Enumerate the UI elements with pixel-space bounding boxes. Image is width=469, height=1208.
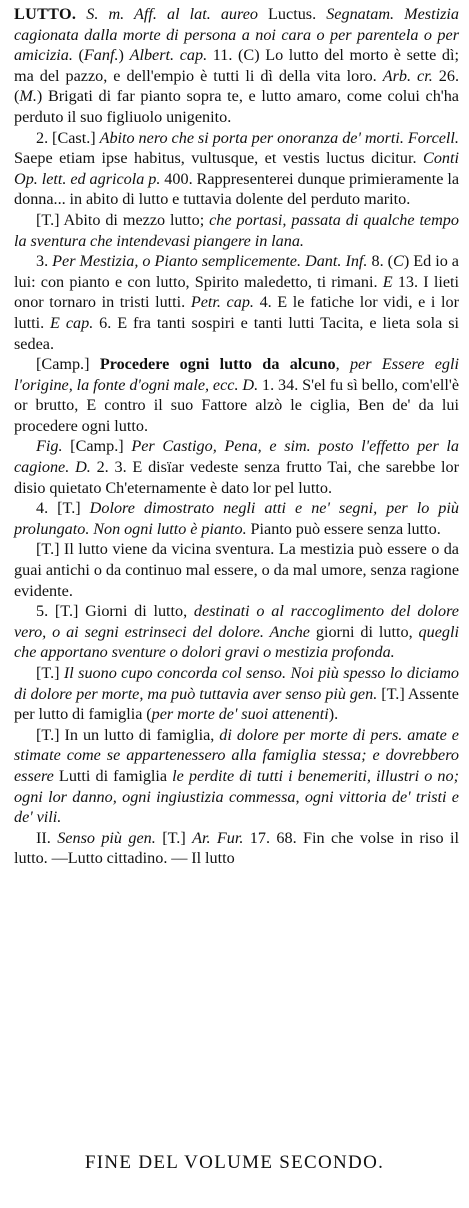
text-segment: [T.] [155,828,193,847]
text-segment: E [382,272,393,291]
text-segment: Segnatam. Mestizia cagionata dalla morte di persona a noi cara o per parentela o per amicizia. [14,5,459,65]
text-segment: 4. E le fatiche lor vidi, e i lor lutti. [14,293,459,332]
text-segment: ). [328,705,339,724]
text-segment: 5. [T.] Giorni di lutto, [36,602,194,621]
entry-paragraph [14,725,459,828]
text-segment: destinati o al raccoglimento del dolore vero, o ai segni estrinseci del dolore. Anche [14,602,459,641]
text-segment: ) Brigati di far pianto sopra te, e lutto amaro, come colui ch'ha perduto il suo figliuolo unigenito. [14,87,459,126]
text-segment: Dolore dimostrato negli atti e ne' segni, per lo più prolungato. Non ogni lutto è pianto. [14,499,459,538]
text-segment: [T.] [36,664,64,682]
text-segment: Il suono cupo concorda col senso. Noi più spesso lo diciamo di dolore per morte, ma può tuttavia aver senso più gen. [14,664,459,703]
text-segment: 4. [T.] [36,499,90,518]
text-segment: Fanf. [83,46,119,65]
text-segment: per morte de' suoi attenenti [151,705,329,724]
text-segment: ) Ed io a lui: con pianto e con lutto, Spirito maledetto, ti rimani. [14,252,459,291]
end-of-volume-heading: FINE DEL VOLUME SECONDO. [84,1152,385,1173]
text-segment: per Essere egli l'origine, la fonte d'ogni male, ecc. D. [14,355,459,394]
text-segment: [T.] Assente per lutto di famiglia ( [14,684,459,724]
text-segment: Abito nero che si porta per onoranza de' morti. Forcell. [99,128,459,147]
text-segment: al lat. [166,5,211,23]
entry-paragraph [14,601,459,663]
text-segment: le perdite di tutti i benemeriti, illustri o no; ogni lor danno, ogni ingiustizia commessa, ogni vittoria de' tristi e de' vili. [14,766,459,827]
text-segment: II. [36,828,58,847]
text-segment: giorni di lutto, [309,622,419,641]
text-segment: 400. Rappresenterei dunque primieramente la donna... in abito di lutto e tuttavia dolente del perduto marito. [14,169,459,209]
entry-paragraph [14,436,459,498]
text-segment: [T.] Abito di mezzo lutto; [36,210,210,229]
entry-paragraph [14,663,459,725]
text-segment: S. m. Aff. [76,5,157,23]
text-segment: Albert. cap. [129,46,208,65]
text-segment: Per Castigo, Pena, e sim. posto l'effetto per la cagione. D. [14,437,459,477]
text-segment: Saepe etiam ipse habitus, vultusque, et vestis luctus dicitur. [14,149,424,168]
dictionary-entry-lutto [14,4,459,869]
text-segment: di dolore per morte di pers. amate e stimate come se appartenessero alla famiglia stessa; e dovrebbero essere [14,725,459,785]
text-segment: [T.] In un lutto di famiglia, [36,725,220,744]
text-segment: Petr. cap. [190,293,254,312]
text-segment: 8. ( [367,252,394,271]
text-segment: Luctus. [257,5,327,23]
entry-paragraph [14,539,459,601]
text-segment: 3. [36,252,53,271]
entry-paragraph [14,128,459,210]
text-segment: Conti Op. lett. ed agricola p. [14,149,459,188]
text-segment: , [335,355,350,374]
text-segment: 11. (C) Lo lutto del morto è sette dì; ma del pazzo, e dell'empio è tutti li dì della vita loro. [14,46,459,85]
text-segment: 2. [Cast.] [36,128,100,147]
text-segment: M. [19,87,37,106]
text-segment: Pianto può essere senza lutto. [246,519,441,538]
text-segment: aureo [220,5,258,23]
text-segment: 26. ( [14,66,460,106]
text-segment: C [393,252,404,271]
entry-paragraph [14,251,459,354]
text-segment: ( [72,46,84,65]
entry-paragraph [14,210,459,251]
entry-paragraph [14,354,459,436]
entry-paragraph [14,828,459,869]
text-segment: Arb. cr. [382,66,433,85]
text-segment: 1. 34. S'el fu sì bello, com'ell'è or brutto, E contro il suo Fattore alzò le ciglia, Ben de' da lui procedere ogni lutto. [14,375,460,435]
text-segment: Procedere ogni lutto da alcuno [99,355,336,374]
text-segment: quegli che apportano sventure o dolori gravi o mestizia profonda. [14,622,460,662]
text-segment [211,5,221,23]
text-segment: 17. 68. Fin che volse in riso il lutto. —Lutto cittadino. — Il lutto [14,828,459,868]
text-segment: Senso più gen. [57,828,156,847]
text-segment: [T.] Il lutto viene da vicina sventura. La mestizia può essere o da guai antichi o da continuo mal essere, o da mal umore, senza ragione evidente. [14,540,459,600]
text-segment: che portasi, passata di qualche tempo la sventura che intendevasi piangere in lana. [14,210,459,250]
text-segment: ) [118,46,130,65]
text-segment: Per Mestizia, o Pianto semplicemente. Dant. Inf. [52,252,368,271]
entry-headword: LUTTO. [14,5,77,23]
text-segment: 6. E fra tanti sospiri e tanti lutti Tacita, e lieta sola si sedea. [14,313,460,353]
text-segment: Ar. Fur. [192,828,244,847]
text-segment: Lutti di famiglia [53,766,173,785]
text-segment: 2. 3. E disïar vedeste senza frutto Tai, che sarebbe lor disio quietato Ch'eternamente è dato lor pel lutto. [14,458,460,497]
text-segment: [Camp.] [62,437,132,456]
entry-paragraph [14,4,459,128]
text-segment: E cap. [50,313,94,332]
text-segment [157,5,167,23]
text-segment: [Camp.] [36,355,100,374]
text-segment: 13. I lieti onor tornaro in tristi lutti. [14,272,459,312]
text-segment: Fig. [36,437,63,456]
entry-paragraph [14,498,459,539]
